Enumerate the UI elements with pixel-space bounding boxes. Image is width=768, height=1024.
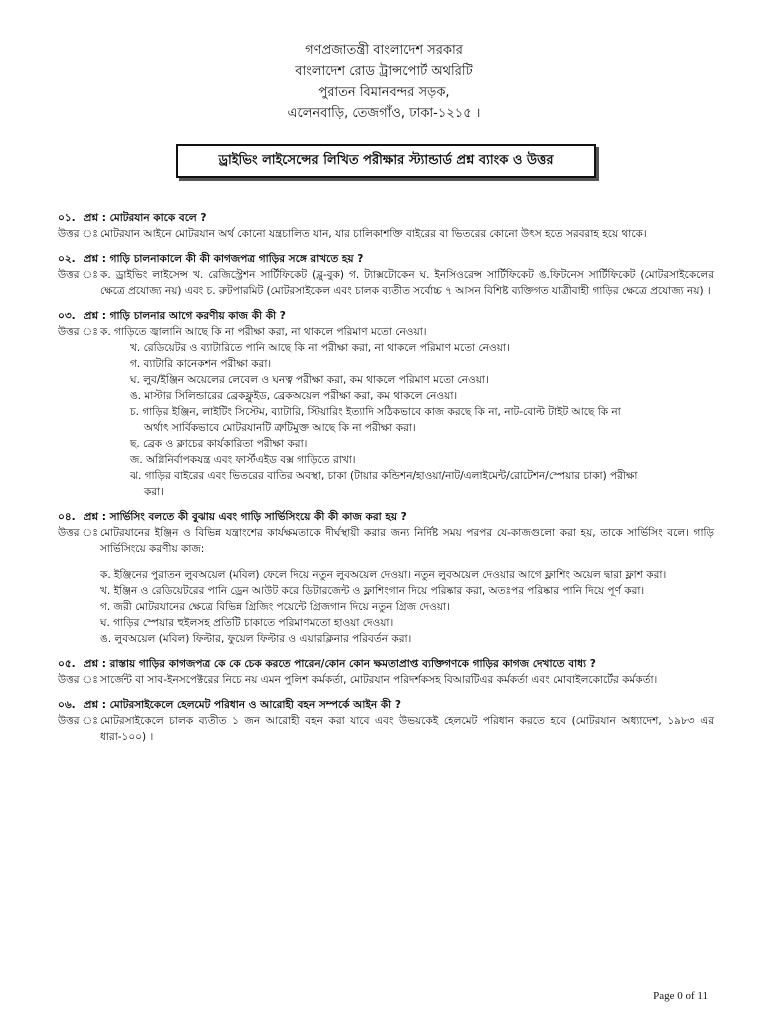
question-text: প্রশ্ন : সার্ভিসিং বলতে কী বুঝায় এবং গাড়ি সার্ভিসিংয়ে কী কী কাজ করা হয় ? bbox=[83, 511, 407, 523]
list-item: গ. ব্যাটারি কানেকশন পরীক্ষা করা। bbox=[130, 358, 272, 370]
qa-item-1 bbox=[58, 210, 714, 242]
list-item: ঙ. লুবঅয়েল (মবিল) ফিল্টার, ফুয়েল ফিল্টার ও এয়ারক্লিনার পরিবর্তন করা। bbox=[100, 633, 412, 645]
question-number: ০১. bbox=[58, 212, 76, 224]
list-item: ছ. ব্রেক ও ক্লাচের কার্যকারিতা পরীক্ষা করা। bbox=[130, 438, 308, 450]
answer-1 bbox=[58, 226, 714, 242]
question-number: ০৪. bbox=[58, 511, 76, 523]
question-number: ০৩. bbox=[58, 310, 76, 322]
answer-sublist bbox=[100, 340, 714, 500]
question-text: প্রশ্ন : মোটরসাইকেলে হেলমেট পরিধান ও আরোহী বহন সম্পর্কে আইন কী ? bbox=[83, 699, 401, 711]
answer-label: উত্তর ঃ bbox=[58, 527, 98, 539]
list-item: ঙ. মাস্টার সিলিন্ডারের ব্রেকফ্লুইড, ব্রেকঅয়েল পরীক্ষা করা, কম থাকলে নেওয়া। bbox=[130, 390, 458, 402]
qa-item-4 bbox=[58, 509, 714, 647]
header-line-authority: বাংলাদেশ রোড ট্রান্সপোর্ট অথরিটি bbox=[295, 64, 473, 79]
answer-label: উত্তর ঃ bbox=[58, 326, 98, 338]
header-line-address: এলেনবাড়ি, তেজগাঁও, ঢাকা-১২১৫ । bbox=[287, 106, 481, 121]
qa-item-2 bbox=[58, 251, 714, 299]
qa-item-6 bbox=[58, 697, 714, 745]
answer-text: মোটরসাইকেলে চালক ব্যতীত ১ জন আরোহী বহন করা যাবে এবং উভয়কেই হেলমেট পরিধান করতে হবে (মোটরযান অধ্যাদেশ, ১৯৮৩ এর ধারা-১০০) । bbox=[100, 715, 714, 743]
answer-3 bbox=[58, 324, 714, 500]
answer-list bbox=[100, 324, 714, 500]
list-item-continuation: অর্থাৎ সার্বিকভাবে মোটরযানটি ত্রুটিমুক্ত আছে কি না পরীক্ষা করা। bbox=[144, 422, 416, 434]
question-4 bbox=[58, 509, 714, 525]
answer-5 bbox=[58, 672, 714, 688]
answer-label: উত্তর ঃ bbox=[58, 269, 98, 281]
question-5 bbox=[58, 656, 714, 672]
list-item: ক. গাড়িতে জ্বালানি আছে কি না পরীক্ষা করা, না থাকলে পরিমাণ মতো নেওয়া। bbox=[100, 326, 427, 338]
list-item: ঘ. গাড়ির স্পেয়ার হুইলসহ প্রতিটি চাকাতে পরিমাণমতো হাওয়া দেওয়া। bbox=[100, 617, 394, 629]
answer-2 bbox=[58, 267, 714, 299]
question-text: প্রশ্ন : রাস্তায় গাড়ির কাগজপত্র কে কে চেক করতে পারেন/কোন কোন ক্ষমতাপ্রাপ্ত ব্যক্তিগণকে গাড়ির কাগজ দেখাতে বাধ্য ? bbox=[83, 658, 596, 670]
qa-item-5 bbox=[58, 656, 714, 688]
qa-content bbox=[58, 210, 714, 754]
header-line-government: গণপ্রজাতন্ত্রী বাংলাদেশ সরকার bbox=[305, 43, 463, 58]
question-3 bbox=[58, 308, 714, 324]
list-item: ঘ. লুব/ইঞ্জিন অয়েলের লেবেল ও ঘনত্ব পরীক্ষা করা, কম থাকলে পরিমাণ মতো নেওয়া। bbox=[130, 374, 489, 386]
qa-item-3 bbox=[58, 308, 714, 500]
header-line-road: পুরাতন বিমানবন্দর সড়ক, bbox=[318, 85, 450, 100]
document-title: ড্রাইভিং লাইসেন্সের লিখিত পরীক্ষার স্ট্যান্ডার্ড প্রশ্ন ব্যাংক ও উত্তর bbox=[176, 144, 596, 178]
question-number: ০৫. bbox=[58, 658, 76, 670]
list-item: ক. ইঞ্জিনের পুরাতন লুবঅয়েল (মবিল) ফেলে দিয়ে নতুন লুবঅয়েল দেওয়া। নতুন লুবঅয়েল দেওয়ার আগে ফ্লাশিং অয়েল দ্বারা ফ্লাশ করা। bbox=[100, 569, 667, 581]
page-number: Page 0 of 11 bbox=[653, 990, 708, 1002]
list-item-continuation: করা। bbox=[144, 486, 164, 498]
answer-6 bbox=[58, 713, 714, 745]
answer-label: উত্তর ঃ bbox=[58, 715, 98, 727]
answer-4 bbox=[58, 525, 714, 557]
list-item: জ. অগ্নিনির্বাপকযন্ত্র এবং ফার্স্টএইড বক্স গাড়িতে রাখা। bbox=[130, 454, 356, 466]
list-item: চ. গাড়ির ইঞ্জিন, লাইটিং সিস্টেম, ব্যাটারি, স্টিয়ারিং ইত্যাদি সঠিকভাবে কাজ করছে কি না, নাট-বোল্ট টাইট আছে কি না bbox=[130, 406, 621, 418]
question-text: প্রশ্ন : গাড়ি চালনাকালে কী কী কাগজপত্র গাড়ির সঙ্গে রাখতে হয় ? bbox=[83, 253, 364, 265]
answer-text: মোটরযানের ইঞ্জিন ও বিভিন্ন যন্ত্রাংশের কার্যক্ষমতাকে দীর্ঘস্থায়ী করার জন্য নির্দিষ্ট সময় পরপর যে-কাজগুলো করা হয়, তাকে সার্ভিসিং বলে। গাড়ি সার্ভিসিংয়ে করণীয় কাজ: bbox=[100, 527, 714, 555]
question-6 bbox=[58, 697, 714, 713]
answer-label: উত্তর ঃ bbox=[58, 228, 98, 240]
list-item: ঝ. গাড়ির বাইরের এবং ভিতরের বাতির অবস্থা, চাকা (টায়ার কন্ডিশন/হাওয়া/নাট/এলাইমেন্ট/রোটেশন/স্পেয়ার চাকা) পরীক্ষা bbox=[130, 470, 638, 482]
question-2 bbox=[58, 251, 714, 267]
answer-text: সার্জেন্ট বা সাব-ইনসপেক্টরের নিচে নয় এমন পুলিশ কর্মকর্তা, মোটরযান পরিদর্শকসহ বিআরটিএর কর্মকর্তা এবং মোবাইলকোর্টের কর্মকর্তা। bbox=[100, 674, 658, 686]
list-item: খ. রেডিয়েটর ও ব্যাটারিতে পানি আছে কি না পরীক্ষা করা, না থাকলে পরিমাণ মতো নেওয়া। bbox=[130, 342, 510, 354]
question-1 bbox=[58, 210, 714, 226]
question-text: প্রশ্ন : গাড়ি চালনার আগে করণীয় কাজ কী কী ? bbox=[83, 310, 286, 322]
servicing-task-list bbox=[58, 567, 714, 647]
document-header bbox=[0, 40, 768, 124]
question-text: প্রশ্ন : মোটরযান কাকে বলে ? bbox=[83, 212, 207, 224]
question-number: ০৬. bbox=[58, 699, 76, 711]
answer-text: ক. ড্রাইভিং লাইসেন্স খ. রেজিস্ট্রেশন সার্টিফিকেট (ব্লু-বুক) গ. ট্যাক্সটোকেন ঘ. ইনসিওরেন্স সার্টিফিকেট ঙ.ফিটনেস সার্টিফিকেট (মোটরসাইকেলের ক্ষেত্রে প্রযোজ্য নয়) এবং চ. রুটপারমিট (মোটরসাইকেল এবং চালক ব্যতীত সর্বোচ্চ ৭ আসন বিশিষ্ট ব্যক্তিগত যাত্রীবাহী গাড়ির ক্ষেত্রে প্রযোজ্য নয়) । bbox=[100, 269, 714, 297]
list-item: খ. ইঞ্জিন ও রেডিয়েটরের পানি ড্রেন আউট করে ডিটারজেন্ট ও ফ্লাশিংগান দিয়ে পরিষ্কার করা, অতঃপর পরিষ্কার পানি দিয়ে পূর্ণ করা। bbox=[100, 585, 645, 597]
list-item: গ. জরী মোটরযানের ক্ষেত্রে বিভিন্ন গ্রিজিং পয়েন্টে গ্রিজগান দিয়ে নতুন গ্রিজ দেওয়া। bbox=[100, 601, 450, 613]
answer-text: মোটরযান আইনে মোটরযান অর্থ কোনো যন্ত্রচালিত যান, যার চালিকাশক্তি বাইরের বা ভিতরের কোনো উৎস হতে সরবরাহ হয়ে থাকে। bbox=[100, 228, 647, 240]
question-number: ০২. bbox=[58, 253, 76, 265]
answer-label: উত্তর ঃ bbox=[58, 674, 98, 686]
